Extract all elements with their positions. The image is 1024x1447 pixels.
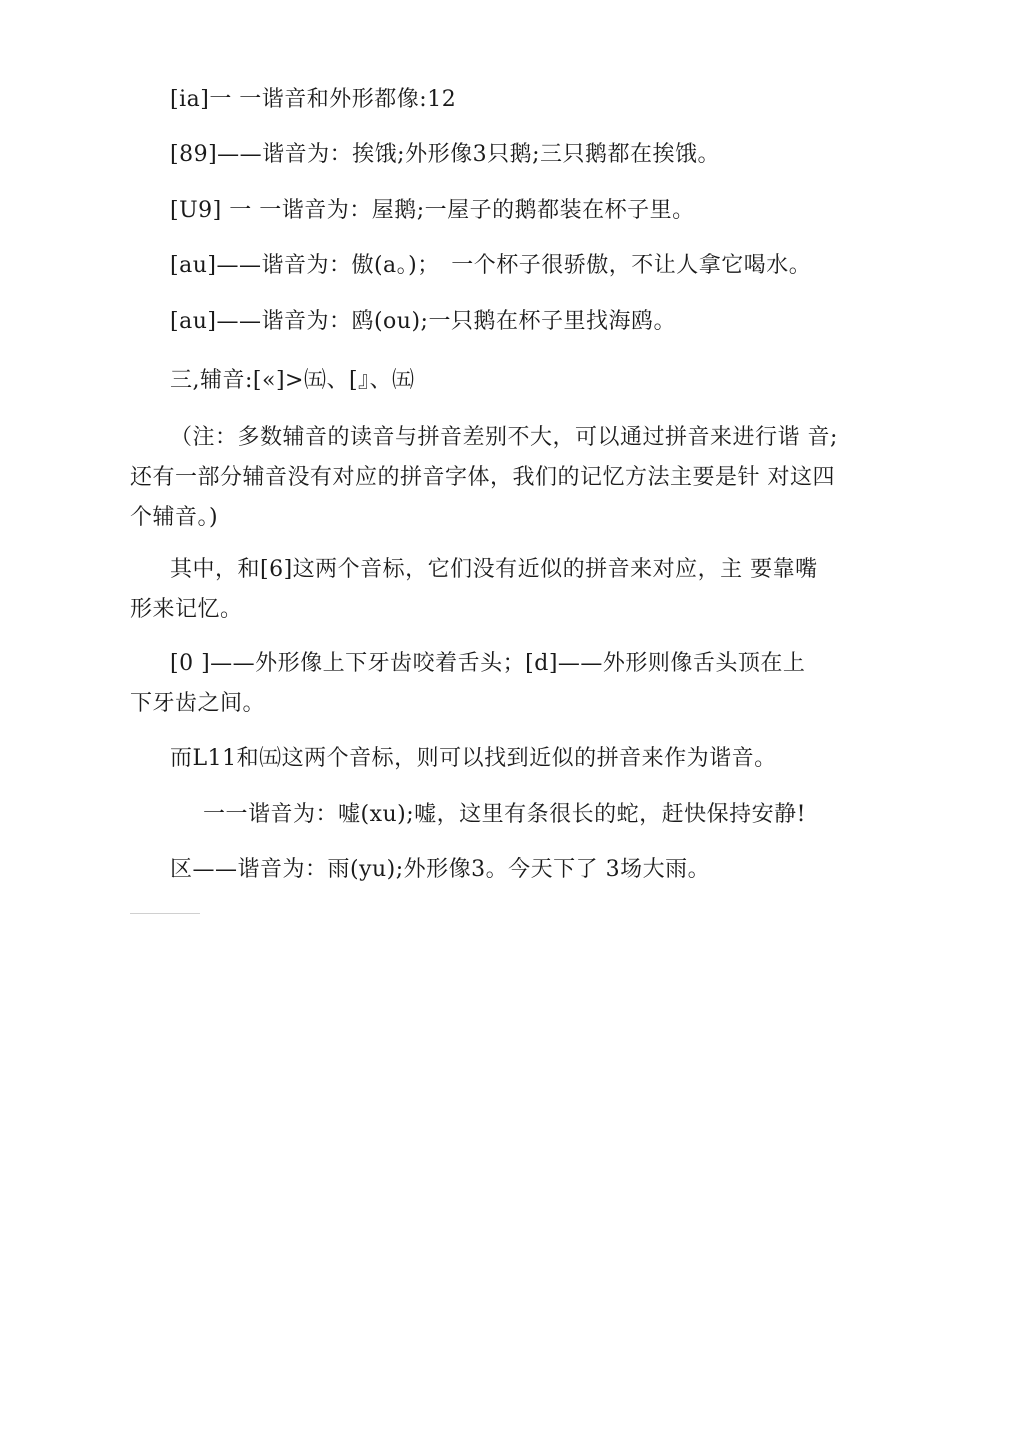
paragraph-teeth-line-1: [0 ]——外形像上下牙齿咬着舌头；[d]——外形则像舌头顶在上 — [170, 651, 806, 676]
paragraph-mouth-shape-line-2: 形来记忆。 — [130, 597, 243, 622]
line-ia: [ia]一 一谐音和外形都像:12 — [170, 87, 457, 112]
note-paragraph — [130, 418, 838, 538]
line-89: [89]——谐音为：挨饿;外形像3只鹅;三只鹅都在挨饿。 — [170, 142, 720, 167]
note-line-1: （注：多数辅音的读音与拼音差别不大，可以通过拼音来进行谐 音; — [170, 425, 838, 450]
section-heading-consonants: 三,辅音:[«]>㈤、[』、㈤ — [170, 368, 415, 393]
note-line-2: 还有一部分辅音没有对应的拼音字体，我们的记忆方法主要是针 对这四 — [130, 465, 835, 490]
line-u9: [U9] 一 一谐音为：屋鹅;一屋子的鹅都装在杯子里。 — [170, 198, 695, 223]
line-yu: 区——谐音为：雨(yu);外形像3。今天下了 3场大雨。 — [170, 857, 711, 882]
line-au-1: [au]——谐音为：傲(a。)； 一个杯子很骄傲，不让人拿它喝水。 — [170, 253, 812, 278]
note-line-3: 个辅音。) — [130, 505, 219, 530]
footnote-divider — [130, 913, 200, 914]
line-au-2: [au]——谐音为：鸥(ou);一只鹅在杯子里找海鸥。 — [170, 309, 676, 334]
paragraph-mouth-shape — [130, 550, 818, 630]
paragraph-teeth — [130, 644, 805, 724]
paragraph-teeth-line-2: 下牙齿之间。 — [130, 691, 266, 716]
line-similar-pinyin: 而L11和㈤这两个音标，则可以找到近似的拼音来作为谐音。 — [170, 746, 777, 771]
paragraph-mouth-shape-line-1: 其中，和[6]这两个音标，它们没有近似的拼音来对应，主 要靠嘴 — [170, 557, 818, 582]
line-xu: 一一谐音为：嘘(xu);嘘，这里有条很长的蛇，赶快保持安静! — [203, 802, 806, 827]
